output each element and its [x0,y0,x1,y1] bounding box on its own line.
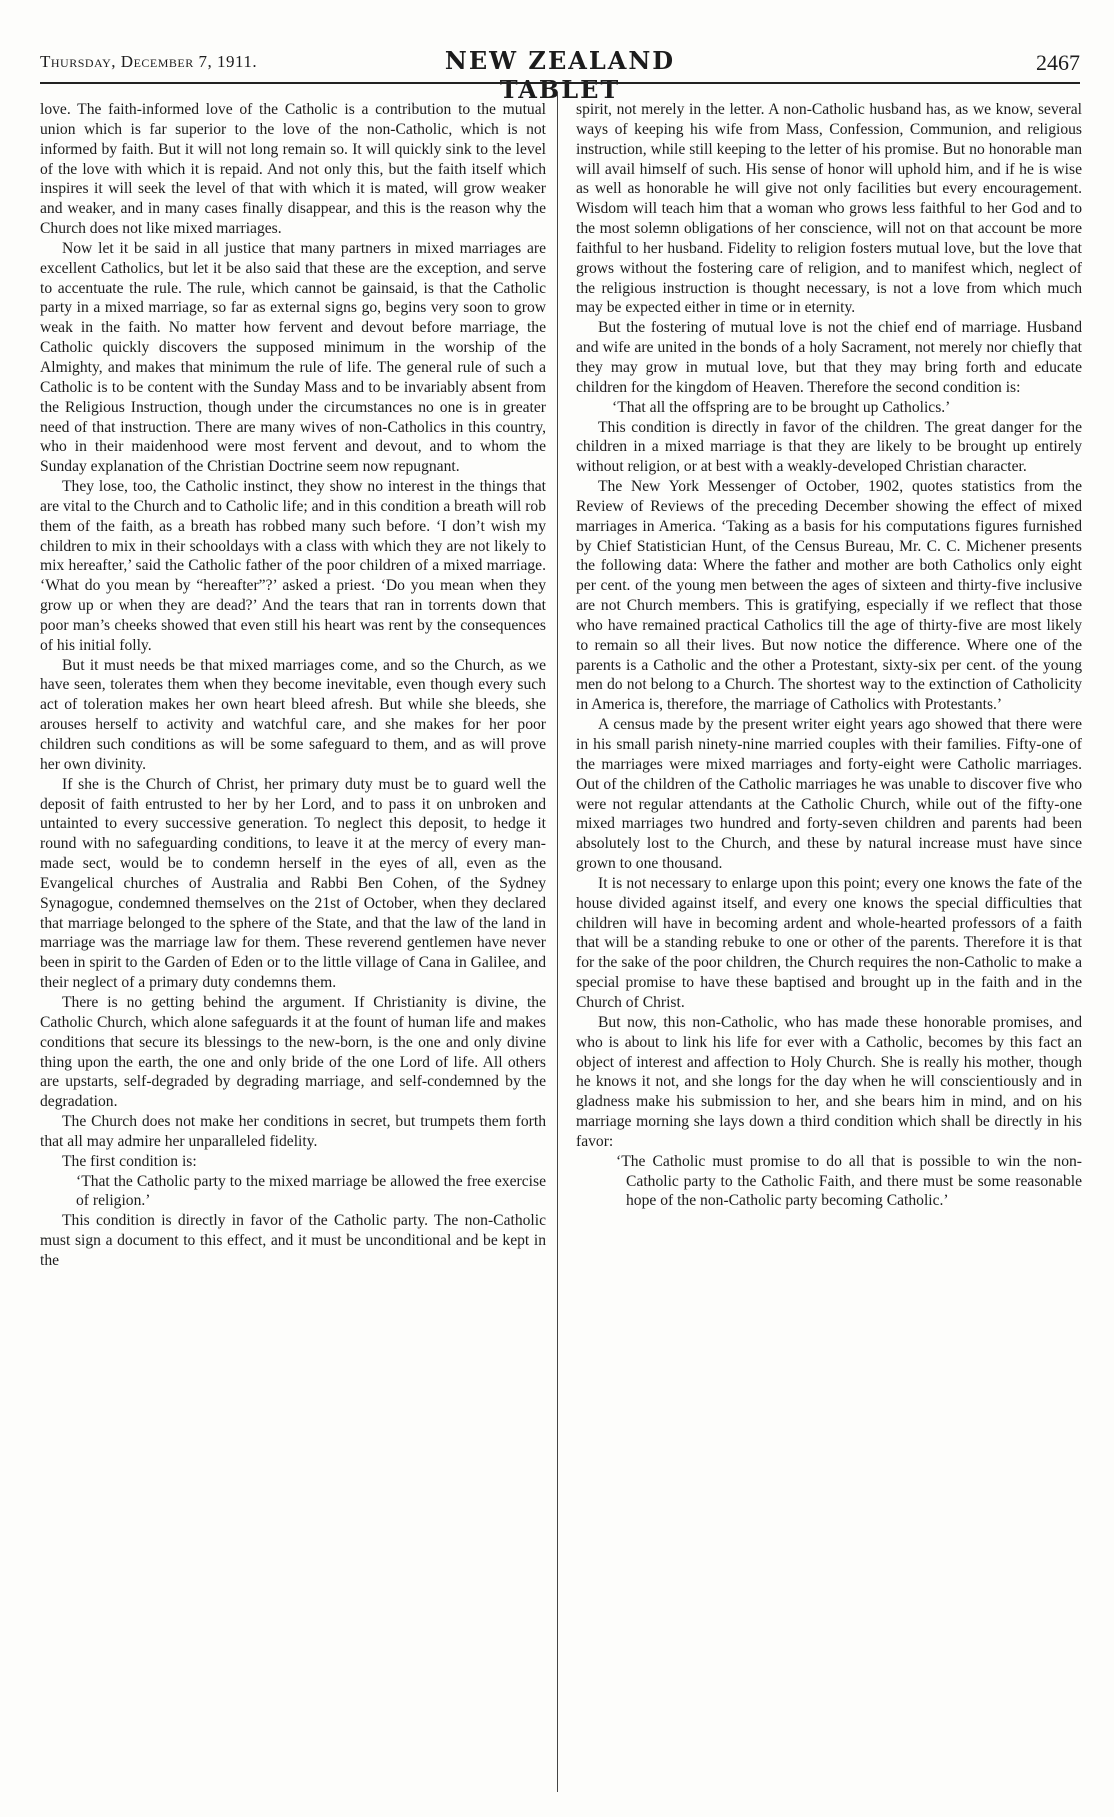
issue-date: Thursday, December 7, 1911. [40,52,258,71]
paragraph: But it must needs be that mixed marriages come, and so the Church, as we have seen, tolerates them when they become inevitable, even though every such act of toleration makes her own heart bleed afresh. But while she bleeds, she arouses herself to activity and watchful care, and she makes for her poor children such conditions as will be some safeguard to them, and as will prove her own divinity. [40,656,546,773]
block-quote: ‘The Catholic must promise to do all that is possible to win the non-Catholic party to the Catholic Faith, and there must be some reasonable hope of the non-Catholic party becoming Catholic.’ [616,1152,1082,1210]
paragraph: Now let it be said in all justice that many partners in mixed marriages are excellent Catholics, but let it be also said that these are the exception, and serve to accentuate the rule. The rule, which cannot be gainsaid, is that the Catholic party in a mixed marriage, so far as external signs go, begins very soon to grow weak in the faith. No matter how fervent and devout before marriage, the Catholic quickly discovers the supposed minimum in the worship of the Almighty, and makes that minimum the rule of life. The general rule of such a Catholic is to be content with the Sunday Mass and to be invariably absent from the Religious Instruction, though under the circumstances no one is in greater need of that instruction. There are many wives of non-Catholics in this country, who in their maidenhood were most fervent and devout, and to whom the Sunday explanation of the Christian Doctrine seem now repugnant. [40,239,546,476]
block-quote: ‘That all the offspring are to be brought up Catholics.’ [612,398,951,416]
left-column [40,100,546,1271]
block-quote: ‘That the Catholic party to the mixed marriage be allowed the free exercise of religion.’ [76,1172,546,1210]
paragraph: spirit, not merely in the letter. A non-Catholic husband has, as we know, several ways of keeping his wife from Mass, Confession, Communion, and religious instruction, while still keeping to the letter of his promise. But no honorable man will avail himself of such. His sense of honor will uphold him, and if he is wise as well as honorable he will give not only facilities but every encouragement. Wisdom will teach him that a woman who grows less faithful to her God and to the most solemn obligations of her conscience, will not on that account be more faithful to her husband. Fidelity to religion fosters mutual love, but the love that grows without the fostering care of religion, and to manifest which, neglect of the religious instruction is thought necessary, is not a love from which much may be expected either in time or in eternity. [576,101,1082,317]
right-column [576,100,1082,1211]
paragraph: They lose, too, the Catholic instinct, they show no interest in the things that are vital to the Church and to Catholic life; and in this condition a breath will rob them of the faith, as a breath has robbed many such before. ‘I don’t wish my children to mix in their schooldays with a class with which they are not likely to mix hereafter,’ said the Catholic father of the poor children of a mixed marriage. ‘What do you mean by “hereafter”?’ asked a priest. ‘Do you mean when they grow up or when they are dead?’ And the tears that ran in torrents down that poor man’s cheeks showed that even still his heart was rent by the consequences of his initial folly. [40,478,546,654]
paragraph: It is not necessary to enlarge upon this point; every one knows the fate of the house divided against itself, and every one knows the special difficulties that children will have in becoming ardent and whole-hearted professors of a faith that will be a standing rebuke to one or other of the parents. Therefore it is that for the sake of the poor children, the Church requires the non-Catholic to make a special promise to have these baptised and brought up in the faith and in the Church of Christ. [576,874,1082,1011]
paragraph: The first condition is: [62,1152,197,1170]
header-rule [40,82,1080,84]
paragraph: But the fostering of mutual love is not the chief end of marriage. Husband and wife are united in the bonds of a holy Sacrament, not merely nor chiefly that they may grow in mutual love, but that they may bring forth and educate children for the kingdom of Heaven. Therefore the second condition is: [576,319,1082,396]
paragraph: The New York Messenger of October, 1902, quotes statistics from the Review of Reviews of the preceding December showing the effect of mixed marriages in America. ‘Taking as a basis for his computations figures furnished by Chief Statistician Hunt, of the Census Bureau, Mr. C. C. Michener presents the following data: Where the father and mother are both Catholics only eight per cent. of the young men between the ages of sixteen and thirty-five inclusive are not Church members. This is gratifying, especially if we reflect that those who have remained practical Catholics till the age of thirty-five are most likely to remain so all their lives. But now notice the difference. Where one of the parents is a Catholic and the other a Protestant, sixty-six per cent. of the young men do not belong to a Church. The shortest way to the extinction of Catholicity in America is, therefore, the marriage of Catholics with Protestants.’ [576,478,1082,714]
paragraph: There is no getting behind the argument. If Christianity is divine, the Catholic Church, which alone safeguards it at the fount of human life and makes conditions that secure its blessings to the new-born, is the one and only divine thing upon the earth, the one and only bride of the one Lord of life. All others are upstarts, self-degraded by degrading marriage, and self-condemned by the degradation. [40,993,546,1111]
paragraph: A census made by the present writer eight years ago showed that there were in his small parish ninety-nine married couples with their families. Fifty-one of the marriages were mixed marriages and forty-eight were Catholic marriages. Out of the children of the Catholic marriages he was unable to discover five who were not regular attendants at the Catholic Church, while out of the fifty-one mixed marriages two hundred and forty-seven children and parents had been absolutely lost to the Church, and these by natural increase must have since grown to one thousand. [576,716,1082,873]
paragraph: The Church does not make her conditions in secret, but trumpets them forth that all may admire her unparalleled fidelity. [40,1113,546,1150]
paragraph: love. The faith-informed love of the Catholic is a contribution to the mutual union which is far superior to the love of the non-Catholic, which is not informed by faith. But it will not long remain so. It will quickly sink to the level of the love with which it is repaid. And not only this, but the faith itself which inspires it will seek the level of that with which it is mated, will grow weaker and weaker, and in many cases finally disappear, and this is the reason why the Church does not like mixed marriages. [40,101,546,238]
paragraph: This condition is directly in favor of the Catholic party. The non-Catholic must sign a document to this effect, and it must be unconditional and be kept in the [40,1212,546,1269]
page-number: 2467 [1036,50,1080,75]
paragraph: This condition is directly in favor of the children. The great danger for the children in a mixed marriage is that they are likely to be brought up entirely without religion, or at best with a weakly-developed Christian character. [576,418,1082,476]
column-divider [557,92,558,1792]
paragraph: But now, this non-Catholic, who has made these honorable promises, and who is about to link his life for ever with a Catholic, becomes by this fact an object of interest and affection to Holy Church. She is really his mother, though he knows it not, and she longs for the day when he will conscientiously and in gladness make his submission to her, and she bears him in mind, and on his marriage morning she lays down a third condition which shall be directly in his favor: [576,1013,1082,1150]
paragraph: If she is the Church of Christ, her primary duty must be to guard well the deposit of faith entrusted to her by her Lord, and to pass it on unbroken and untainted to every successive generation. To neglect this deposit, to hedge it round with no safeguarding conditions, to leave it at the mercy of every man-made sect, would be to condemn herself in the eyes of all, even as the Evangelical churches of Australia and Rabbi Ben Cohen, of the Sydney Synagogue, condemned themselves on the 21st of October, when they declared that marriage belonged to the sphere of the State, and that the law of the land in marriage was the marriage law for them. These reverend gentlemen have never been in spirit to the Garden of Eden or to the little village of Cana in Galilee, and their neglect of a primary duty condemns them. [40,775,546,992]
masthead-title: NEW ZEALAND TABLET [444,46,676,104]
page-header [40,46,1080,104]
